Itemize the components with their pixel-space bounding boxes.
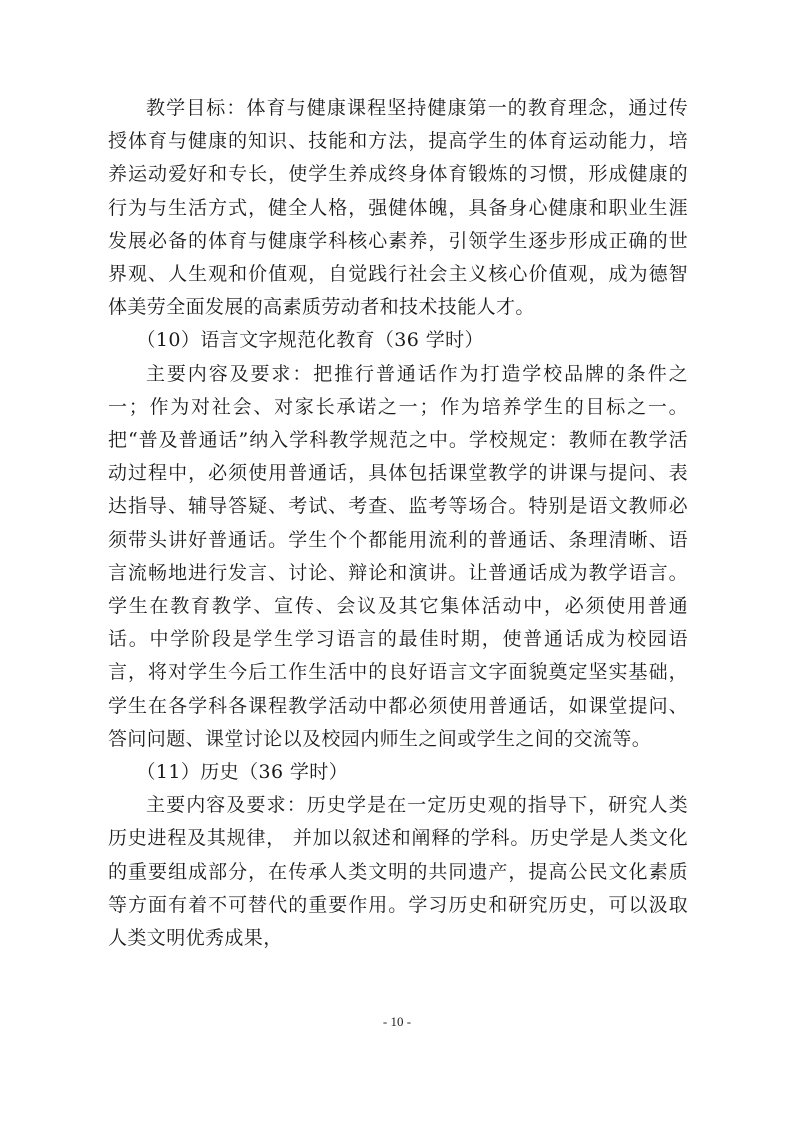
paragraph-pe-teaching-objectives: 教学目标：体育与健康课程坚持健康第一的教育理念，通过传授体育与健康的知识、技能和方法，提高学生的体育运动能力，培养运动爱好和专长，使学生养成终身体育锻炼的习惯，形成健康的行为与生活方式，健全人格，强健体魄，具备身心健康和职业生涯发展必备的体育与健康学科核心素养，引领学生逐步形成正确的世界观、人生观和价值观，自觉践行社会主义核心价值观，成为德智体美劳全面发展的高素质劳动者和技术技能人才。	[108, 97, 688, 319]
section-heading-history: （11）历史（36 学时）	[136, 761, 349, 784]
section-heading-language-standardization: （10）语言文字规范化教育（36 学时）	[136, 329, 484, 352]
page-number: - 10 -	[382, 1014, 412, 1029]
document-body	[108, 92, 688, 955]
paragraph-language-standardization: 主要内容及要求：把推行普通话作为打造学校品牌的条件之一；作为对社会、对家长承诺之一；作为培养学生的目标之一。 把“普及普通话”纳入学科教学规范之中。学校规定：教师在教学活动过程中，必须使用普通话，具体包括课堂教学的讲课与提问、表达指导、辅导答疑、考试、考查、监考等场合。特别是语文教师必须带头讲好普通话。学生个个都能用流利的普通话、条理清晰、语言流畅地进行发言、讨论、辩论和演讲。让普通话成为教学语言。学生在教育教学、宣传、会议及其它集体活动中，必须使用普通话。中学阶段是学生学习语言的最佳时期，使普通话成为校园语言，将对学生今后工作生活中的良好语言文字面貌奠定坚实基础，学生在各学科各课程教学活动中都必须使用普通话，如课堂提问、答问问题、课堂讨论以及校园内师生之间或学生之间的交流等。	[108, 362, 688, 750]
paragraph-history: 主要内容及要求：历史学是在一定历史观的指导下，研究人类历史进程及其规律， 并加以叙述和阐释的学科。历史学是人类文化的重要组成部分，在传承人类文明的共同遗产，提高公民文化素质等方面有着不可替代的重要作用。学习历史和研究历史，可以汲取人类文明优秀成果，	[108, 794, 688, 950]
